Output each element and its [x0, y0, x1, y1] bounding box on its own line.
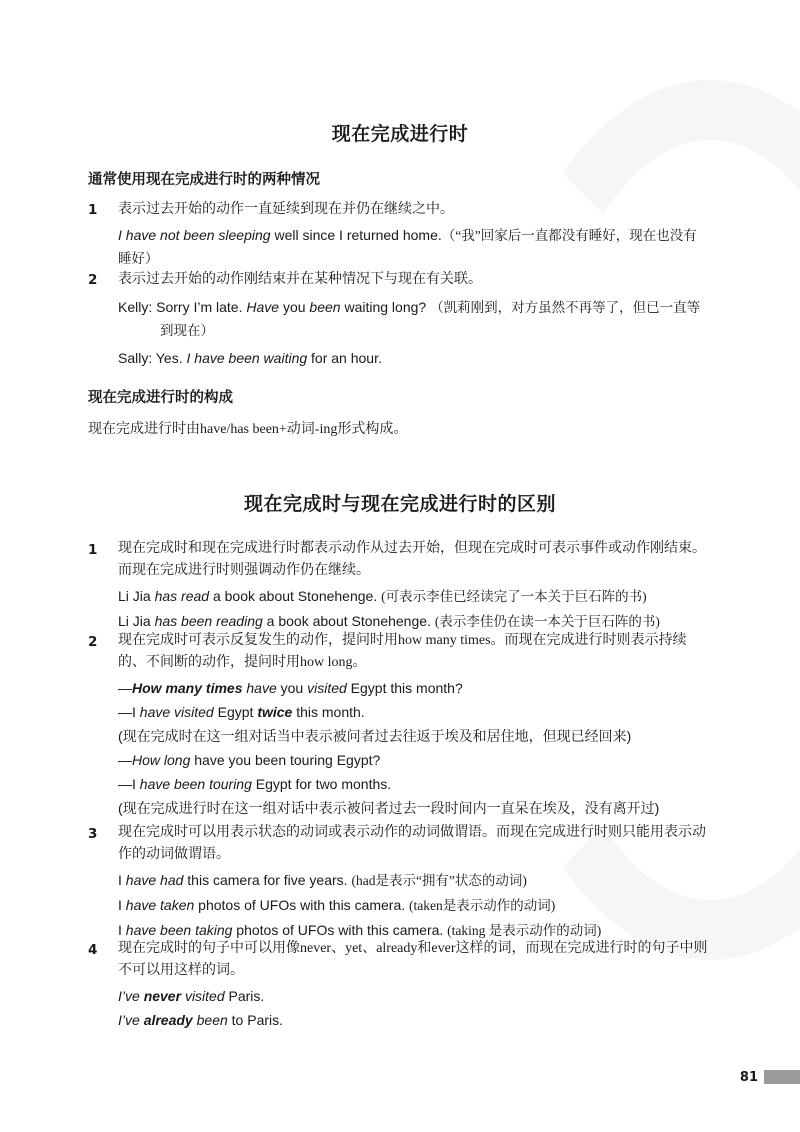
example-sentence: I have not been sleeping well since I returned home.（“我”回家后一直都没有睡好，现在也没有睡好）	[118, 227, 697, 266]
example-sentence: I’ve never visited Paris.	[118, 988, 265, 1004]
difference-item-3	[88, 822, 710, 943]
example-dialogue: —How many times have you visited Egypt this month?	[118, 680, 463, 696]
explanation-note: (现在完成进行时在这一组对话中表示被问者过去一段时间内一直呆在埃及，没有离开过)	[118, 800, 660, 816]
item-description: 现在完成时和现在完成进行时都表示动作从过去开始，但现在完成时可表示事件或动作刚结束。而现在完成进行时则强调动作仍在继续。	[118, 541, 706, 578]
section-title-difference: 现在完成时与现在完成进行时的区别	[243, 493, 556, 515]
item-description: 现在完成时的句子中可以用像never、yet、already和ever这样的词，而现在完成进行时的句子中则不可以用这样的词。	[118, 941, 708, 978]
subheading-structure: 现在完成进行时的构成	[88, 390, 233, 406]
example-dialogue: —I have visited Egypt twice this month.	[118, 704, 365, 720]
example-dialogue: —How long have you been touring Egypt?	[118, 752, 381, 768]
item-description: 表示过去开始的动作刚结束并在某种情况下与现在有关联。	[118, 272, 482, 287]
item-number: 4	[88, 942, 98, 958]
item-number: 1	[88, 202, 98, 218]
item-number: 2	[88, 634, 98, 650]
example-dialogue: —I have been touring Egypt for two months.	[118, 776, 392, 792]
example-dialogue-kelly: Kelly: Sorry I’m late. Have you been waiting long? （凯莉刚到，对方虽然不再等了，但已一直等到现在）	[118, 299, 701, 338]
example-sentence: Li Jia has read a book about Stonehenge. (可表示李佳已经读完了一本关于巨石阵的书)	[118, 588, 647, 604]
subheading-two-uses: 通常使用现在完成进行时的两种情况	[88, 172, 320, 188]
example-dialogue-sally: Sally: Yes. I have been waiting for an hour.	[118, 350, 382, 366]
difference-item-4	[88, 938, 710, 1032]
example-sentence: I have taken photos of UFOs with this camera. (taken是表示动作的动词)	[118, 897, 556, 913]
difference-item-1	[88, 538, 710, 634]
example-sentence: I’ve already been to Paris.	[118, 1012, 284, 1028]
explanation-note: (现在完成时在这一组对话当中表示被问者过去往返于埃及和居住地，但现已经回来)	[118, 728, 632, 744]
item-description: 现在完成时可表示反复发生的动作，提问时用how many times。而现在完成进行时则表示持续的、不间断的动作，提问时用how long。	[118, 633, 687, 670]
example-sentence: I have had this camera for five years. (had是表示“拥有”状态的动词)	[118, 872, 527, 888]
item-description: 表示过去开始的动作一直延续到现在并仍在继续之中。	[118, 202, 454, 217]
page-tab-bar	[764, 1070, 800, 1084]
item-number: 1	[88, 542, 98, 558]
usage-item-2	[88, 268, 710, 370]
section-title-present-perfect-continuous: 现在完成进行时	[331, 123, 469, 145]
page-number: 81	[739, 1069, 758, 1085]
item-number: 2	[88, 272, 98, 288]
page-number-footer	[740, 1066, 800, 1088]
difference-item-2	[88, 630, 710, 820]
item-number: 3	[88, 826, 98, 842]
example-sentence: Li Jia has been reading a book about Stonehenge. (表示李佳仍在读一本关于巨石阵的书)	[118, 613, 660, 629]
structure-text: 现在完成进行时由have/has been+动词-ing形式构成。	[88, 422, 408, 437]
usage-item-1	[88, 198, 710, 270]
item-description: 现在完成时可以用表示状态的动词或表示动作的动词做谓语。而现在完成进行时则只能用表示动作的动词做谓语。	[118, 825, 706, 862]
example-sentence: I have been taking photos of UFOs with this camera. (taking 是表示动作的动词)	[118, 922, 602, 938]
